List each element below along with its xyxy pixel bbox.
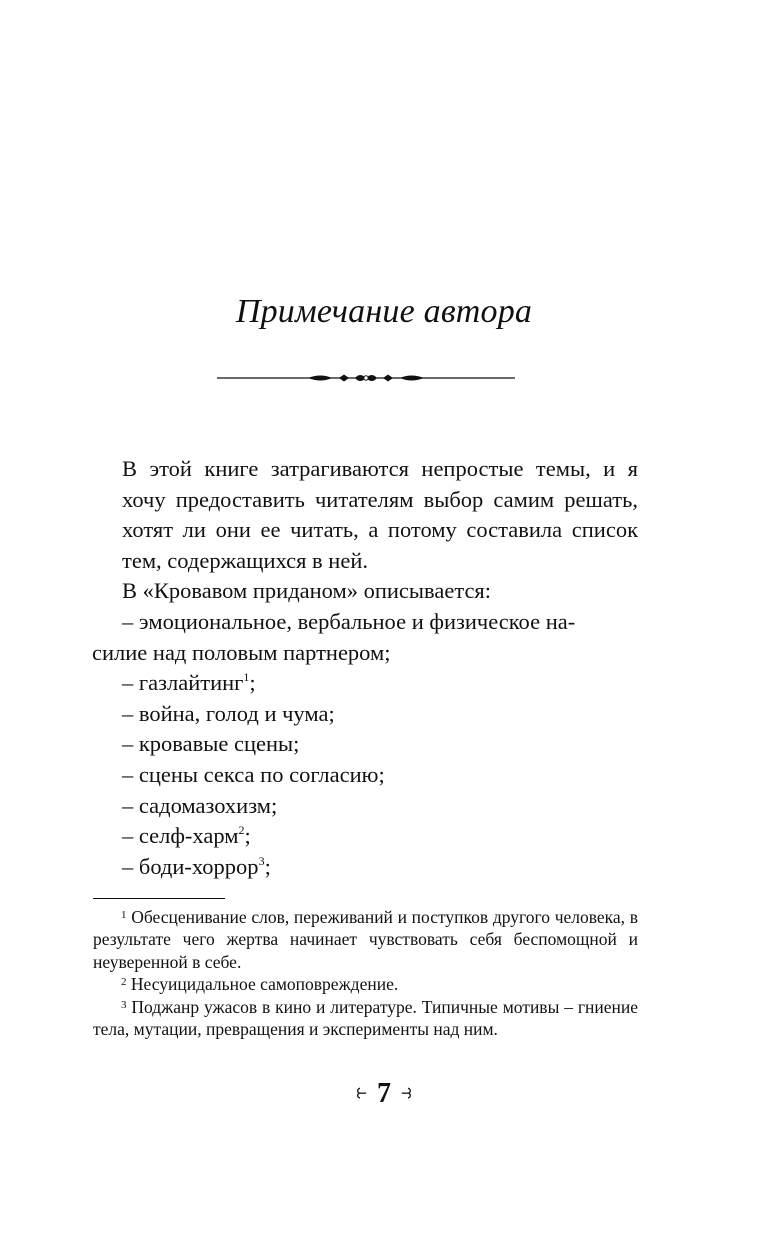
footnote-mark: 3: [121, 998, 127, 1011]
footnote-text: Обесценивание слов, переживаний и поступков другого человека, в результате чего жертва начинает чувствовать себя беспомощной и неуверенной в себе.: [93, 907, 639, 972]
folio-right-ornament-icon: ⥽: [399, 1083, 415, 1103]
title-ornament-divider: [215, 368, 517, 388]
list-item-text: – кровавые сцены;: [122, 731, 300, 757]
main-text: [92, 454, 638, 882]
list-item: [122, 852, 638, 883]
list-item-tail: ;: [264, 853, 271, 879]
footnote-ref: 3: [258, 853, 265, 868]
list-item-text: – сцены секса по согласию;: [122, 761, 385, 787]
footnote-mark: 1: [121, 909, 127, 921]
list-item-text: – селф-харм: [122, 823, 239, 849]
list-item-text: – война, голод и чума;: [122, 700, 335, 726]
footnote: [93, 996, 638, 1041]
list-item-text: – эмоциональное, вербальное и физическое на-: [122, 608, 576, 634]
intro-text: В этой книге затрагиваются непростые темы, и я хочу предоставить читателям выбор самим решать, хотят ли они ее читать, а потому составила список тем, содержащихся в ней.: [122, 456, 638, 573]
footnote-ref: 1: [243, 670, 250, 685]
list-item-continuation: силие над половым партнером;: [92, 639, 391, 665]
list-item-tail: ;: [249, 670, 256, 696]
list-item: [92, 607, 638, 668]
list-item: [122, 791, 638, 822]
list-item: [122, 729, 638, 760]
folio-left-ornament-icon: ⥼: [353, 1083, 369, 1103]
page-number: 7: [377, 1078, 391, 1109]
list-item-tail: ;: [244, 823, 251, 849]
list-item-text: – садомазохизм;: [122, 792, 278, 818]
topics-list: [92, 607, 638, 882]
list-item-text: – боди-хоррор: [122, 853, 259, 879]
footnote-separator: [93, 898, 225, 899]
list-lead: В «Кровавом приданом» описывается:: [122, 578, 492, 604]
page-number-area: [0, 1078, 768, 1110]
chapter-title: Примечание автора: [235, 293, 533, 330]
footnote-text: Поджанр ужасов в кино и литературе. Типичные мотивы – гниение тела, мутации, превращения и эксперименты над ним.: [93, 996, 638, 1040]
footnote-mark: 2: [121, 976, 127, 989]
footnotes: [93, 906, 638, 1040]
list-item-text: – газлайтинг: [122, 670, 244, 696]
footnote-ref: 2: [238, 823, 245, 838]
intro-paragraph: [122, 454, 638, 576]
footnote: [93, 973, 638, 995]
list-item: [122, 699, 638, 730]
footnote-text: Несуицидальное самоповреждение.: [130, 974, 399, 995]
footnote: [93, 906, 638, 973]
list-item: [122, 821, 638, 852]
list-item: [122, 760, 638, 791]
list-item: [122, 668, 638, 699]
